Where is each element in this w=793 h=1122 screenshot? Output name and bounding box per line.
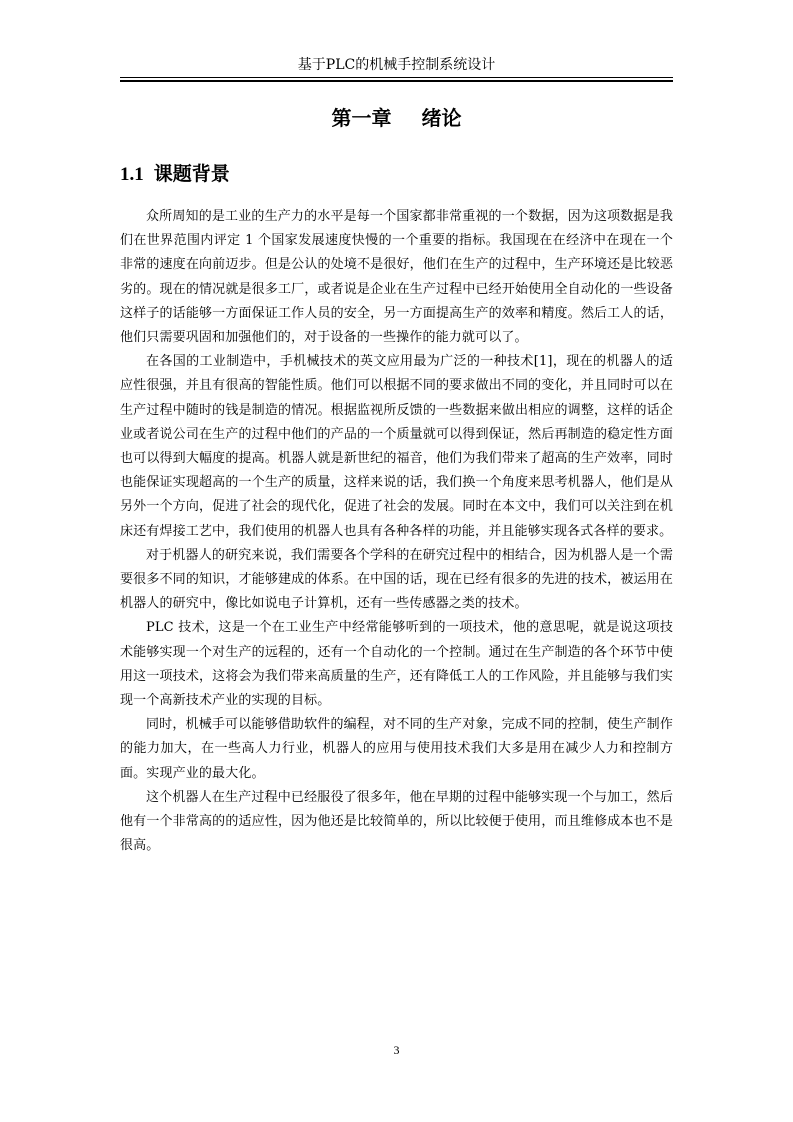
paragraph: 众所周知的是工业的生产力的水平是每一个国家都非常重视的一个数据，因为这项数据是我们在世界范围内评定 1 个国家发展速度快慢的一个重要的指标。我国现在在经济中在现在一个非常的速度在向前迈步。但是公认的处境不是很好，他们在生产的过程中，生产环境还是比较恶劣的。现在的情况就是很多工厂，或者说是企业在生产过程中已经开始使用全自动化的一些设备这样子的话能够一方面保证工作人员的安全，另一方面提高生产的效率和精度。然后工人的话，他们只需要巩固和加强他们的，对于设备的一些操作的能力就可以了。 (120, 209, 673, 346)
page-number: 3 (393, 1043, 400, 1057)
chapter-name: 绪论 (421, 106, 462, 130)
section-heading (120, 161, 673, 188)
header-rule-thin (120, 77, 673, 78)
paragraph: 同时，机械手可以能够借助软件的编程，对不同的生产对象，完成不同的控制，使生产制作的能力加大，在一些高人力行业，机器人的应用与使用技术我们大多是用在减少人力和控制方面。实现产业的最大化。 (120, 717, 673, 781)
section-title: 课题背景 (153, 163, 230, 185)
header-rule-thick (120, 80, 673, 82)
running-header: 基于PLC的机械手控制系统设计 (297, 57, 496, 73)
body-text (120, 205, 673, 858)
paragraph: 对于机器人的研究来说，我们需要各个学科的在研究过程中的相结合，因为机器人是一个需要很多不同的知识，才能够建成的体系。在中国的话，现在已经有很多的先进的技术，被运用在机器人的研究中，像比如说电子计算机，还有一些传感器之类的技术。 (120, 547, 673, 612)
paragraph: PLC 技术，这是一个在工业生产中经常能够听到的一项技术，他的意思呢，就是说这项技术能够实现一个对生产的远程的，还有一个自动化的一个控制。通过在生产制造的各个环节中使用这一项技术，这将会为我们带来高质量的生产，还有降低工人的工作风险，并且能够与我们实现一个高新技术产业的实现的目标。 (120, 620, 673, 709)
section-number: 1.1 (120, 164, 144, 185)
paragraph: 在各国的工业制造中，手机械技术的英文应用最为广泛的一种技术[1]，现在的机器人的适应性很强，并且有很高的智能性质。他们可以根据不同的要求做出不同的变化，并且同时可以在生产过程中随时的钱是制造的情况。根据监视所反馈的一些数据来做出相应的调整，这样的话企业或者说公司在生产的过程中他们的产品的一个质量就可以得到保证，然后再制造的稳定性方面也可以得到大幅度的提高。机器人就是新世纪的福音，他们为我们带来了超高的生产效率，同时也能保证实现超高的一个生产的质量，这样来说的话，我们换一个角度来思考机器人，他们是从另外一个方向，促进了社会的现代化，促进了社会的发展。同时在本文中，我们可以关注到在机床还有焊接工艺中，我们使用的机器人也具有各种各样的功能，并且能够实现各式各样的要求。 (120, 354, 673, 539)
chapter-title (120, 105, 673, 131)
chapter-number-label: 第一章 (331, 106, 392, 130)
paragraph: 这个机器人在生产过程中已经服役了很多年，他在早期的过程中能够实现一个与加工，然后他有一个非常高的的适应性，因为他还是比较简单的，所以比较便于使用，而且维修成本也不是很高。 (120, 789, 673, 854)
